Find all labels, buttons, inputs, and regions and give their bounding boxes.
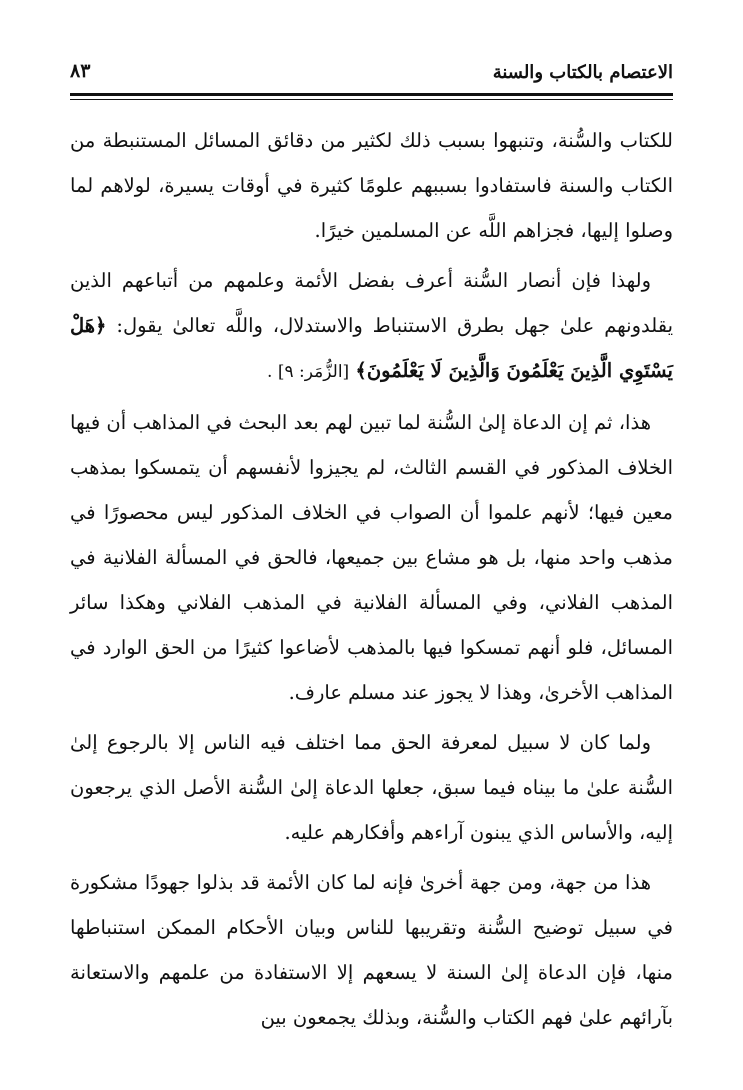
paragraph-5: هذا من جهة، ومن جهة أخرىٰ فإنه لما كان الأئمة قد بذلوا جهودًا مشكورة في سبيل توضيح السُّنة وتقريبها للناس وبيان الأحكام الممكن استنباطها منها، فإن الدعاة إلىٰ السنة لا يسعهم إلا الاستفادة من علمهم والاستعانة بآرائهم علىٰ فهم الكتاب والسُّنة، وبذلك يجمعون بين xyxy=(70,871,673,1029)
quran-verse: ﴿هَلْ يَسْتَوِي الَّذِينَ يَعْلَمُونَ وَالَّذِينَ لَا يَعْلَمُونَ﴾ xyxy=(70,314,673,382)
paragraph-2-text: ولهذا فإن أنصار السُّنة أعرف بفضل الأئمة وعلمهم من أتباعهم الذين يقلدونهم علىٰ جهل بطرق الاستنباط والاستدلال، واللَّه تعالىٰ يقول: xyxy=(70,269,673,337)
paragraph-4: ولما كان لا سبيل لمعرفة الحق مما اختلف فيه الناس إلا بالرجوع إلىٰ السُّنة علىٰ ما بيناه فيما سبق، جعلها الدعاة إلىٰ السُّنة الأصل الذي يرجعون إليه، والأساس الذي يبنون آراءهم وأفكارهم عليه. xyxy=(70,731,673,844)
page-number: ٨٣ xyxy=(70,60,91,82)
header-rule-thick xyxy=(70,93,673,96)
page-header xyxy=(70,62,673,90)
header-rule-thin xyxy=(70,99,673,100)
running-title: الاعتصام بالكتاب والسنة xyxy=(492,62,673,83)
paragraph-2 xyxy=(70,258,673,395)
verse-reference: [الزُّمَر: ٩] . xyxy=(267,362,350,382)
paragraph-1: للكتاب والسُّنة، وتنبهوا بسبب ذلك لكثير من دقائق المسائل المستنبطة من الكتاب والسنة فاستفادوا بسببهم علومًا كثيرة في أوقات يسيرة، لولاهم لما وصلوا إليها، فجزاهم اللَّه عن المسلمين خيرًا. xyxy=(70,129,673,242)
page-body xyxy=(70,118,673,1040)
paragraph-3: هذا، ثم إن الدعاة إلىٰ السُّنة لما تبين لهم بعد البحث في المذاهب أن فيها الخلاف المذكور في القسم الثالث، لم يجيزوا لأنفسهم أن يتمسكوا بمذهب معين فيها؛ لأنهم علموا أن الصواب في الخلاف المذكور ليس محصورًا في مذهب واحد منها، بل هو مشاع بين جميعها، فالحق في المسألة الفلانية في المذهب الفلاني، وفي المسألة الفلانية في المذهب الفلاني وهكذا سائر المسائل، فلو أنهم تمسكوا فيها بالمذهب لأضاعوا كثيرًا من الحق الوارد في المذاهب الأخرىٰ، وهذا لا يجوز عند مسلم عارف. xyxy=(70,411,673,704)
